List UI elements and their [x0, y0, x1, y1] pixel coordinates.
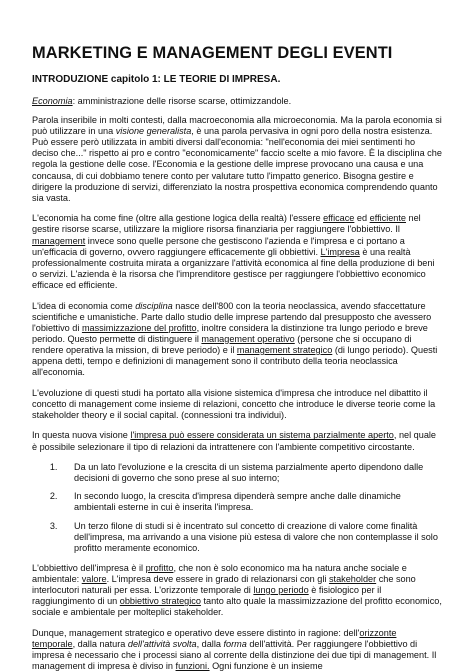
list-item: 1. Da un lato l'evoluzione e la crescita di un sistema parzialmente aperto dipendono dalle decisioni di governo che sono prese al suo interno;: [60, 462, 442, 484]
term-funzioni: funzioni.: [175, 661, 210, 672]
term-attivita-svolta: dell'attività svolta: [127, 638, 197, 649]
term-orizzonte-temporale: orizzonte temporale: [32, 627, 397, 649]
paragraph-obbiettivo: L'obbiettivo dell'impresa è il profitto, che non è solo economico ma ha natura anche sociale e ambientale: valore. L'impresa deve essere in grado di relazionarsi con gli stakeholder che sono interlocutori naturali per essa. L'orizzonte temporale di lungo periodo è fisiologico per il raggiungimento di un obbiettivo strategico tanto alto quale la massimizzazione del profitto economico, sociale e ambientale per molteplici stakeholder.: [32, 562, 442, 618]
term-forma: forma: [223, 638, 247, 649]
term-lungo-periodo: lungo periodo: [253, 584, 309, 595]
term-management: management: [32, 235, 86, 246]
term-stakeholder: stakeholder: [328, 573, 377, 584]
section-heading: INTRODUZIONE capitolo 1: LE TEORIE DI IMPRESA.: [32, 74, 281, 85]
term-management-strategico: management strategico: [236, 344, 333, 355]
paragraph-economia-definition: Economia: amministrazione delle risorse scarse, ottimizzandole.: [32, 96, 292, 106]
term-profitto: profitto: [145, 562, 174, 573]
term-massimizzazione-profitto: massimizzazione del profitto: [81, 322, 197, 333]
list-item: 2. In secondo luogo, la crescita d'impresa dipenderà sempre anche dalle dinamiche ambientali esterne in cui è inserita l'impresa.: [60, 491, 442, 513]
term-disciplina: disciplina: [135, 300, 173, 311]
term-efficace: efficace: [323, 213, 355, 224]
term-economia: Economia: [32, 96, 73, 106]
paragraph-sistema-aperto: In questa nuova visione l'impresa può essere considerata un sistema parzialmente aperto, nel quale è possibile selezionare il tipo di relazioni da intrattenere con l'ambiente competitivo circostante.: [32, 430, 437, 452]
term-efficiente: efficiente: [369, 213, 406, 224]
paragraph-disciplina: L'idea di economia come disciplina nasce dell'800 con la teoria neoclassica, avendo sfaccettature scientifiche e umanistiche. Parte dallo studio delle imprese partendo dal presupposto che avessero l'obiettivo di massimizzazione del profitto, inoltre considera la distinzione tra lungo periodo e breve periodo. Questo permette di distinguere il management operativo (persone che si occupano di rendere operativa la mission, di breve periodo) e il management strategico (di lungo periodo). Questi appena detti, tempo e definizioni di management sono il contributo della teoria neoclassica all'economia.: [32, 300, 438, 378]
paragraph-economia-context: Parola inseribile in molti contesti, dalla macroeconomia alla microeconomia. Ma la parola economia si può utilizzare in una visione generalista, è una parola pervasiva in ogni poro della nostra esistenza. Può essere però utilizzata in ambiti diversi dall'economia: "nell'economia dei miei sentimenti ho deciso che..." rispetto ai pro e contro "economicamente" faccio scelte a mio favore. È la disciplina che regola la gestione delle cose. l'Economia e la gestione delle imprese provocano una causa e una concausa, di cui dobbiamo tenere conto per valutare tutto l'impatto generico. Bisogna gestire e dirigere la produzione di servizi, differenziato la nostra prospettiva economica comprendendo quanto sia vasta.: [32, 115, 442, 203]
numbered-list: [32, 462, 442, 554]
list-item: 3. Un terzo filone di studi si è incentrato sul concetto di creazione di valore come finalità dell'impresa, ma arrivando a una visione più estesa di valore che non contemplasse il solo profitto meramente economico.: [60, 521, 442, 554]
term-management-operativo: management operativo: [201, 333, 295, 344]
paragraph-evoluzione: L'evoluzione di questi studi ha portato alla visione sistemica d'impresa che introduce nel dibattito il concetto di management come insieme di relazioni, concetto che introduce le diverse teorie come la stakeholder theory e il social capital. (connessioni tra individui).: [32, 387, 436, 420]
term-obbiettivo-strategico: obbiettivo strategico: [119, 596, 201, 607]
term-sistema-parzialmente-aperto: l'impresa può essere considerata un sistema parzialmente aperto: [130, 430, 394, 441]
term-impresa: L'impresa: [320, 246, 360, 257]
term-visione-generalista: visione generalista: [115, 126, 192, 137]
paragraph-economia-fine: L'economia ha come fine (oltre alla gestione logica della realtà) l'essere efficace ed efficiente nel gestire risorse scarse, utilizzare la migliore risorsa finanziaria per raggiungere l'obbiettivo. Il management invece sono quelle persone che gestiscono l'azienda e l'impresa e ci portano a un'efficacia di governo, ovvero raggiungere efficacemente gli obbiettivi. L'impresa è una realtà professionalmente costruita mirata a organizzare l'attività economica al fine della produzione di beni o servizi. L'azienda è la risorsa che l'imprenditore gestisce per raggiungere l'obbiettivo economico efficace ed efficiente.: [32, 213, 435, 290]
term-valore: valore: [81, 573, 107, 584]
paragraph-management-distinzione: Dunque, management strategico e operativo deve essere distinto in ragione: dell'orizzonte temporale, dalla natura dell'attività svolta, dalla forma dell'attività. Per raggiungere l'obbiettivo di impresa è necessario che i processi siano al corrente della distinzione dei due tipi di management. Il management di impresa è diviso in funzioni. Ogni funzione è un insieme: [32, 627, 437, 672]
document-title: MARKETING E MANAGEMENT DEGLI EVENTI: [32, 44, 393, 62]
